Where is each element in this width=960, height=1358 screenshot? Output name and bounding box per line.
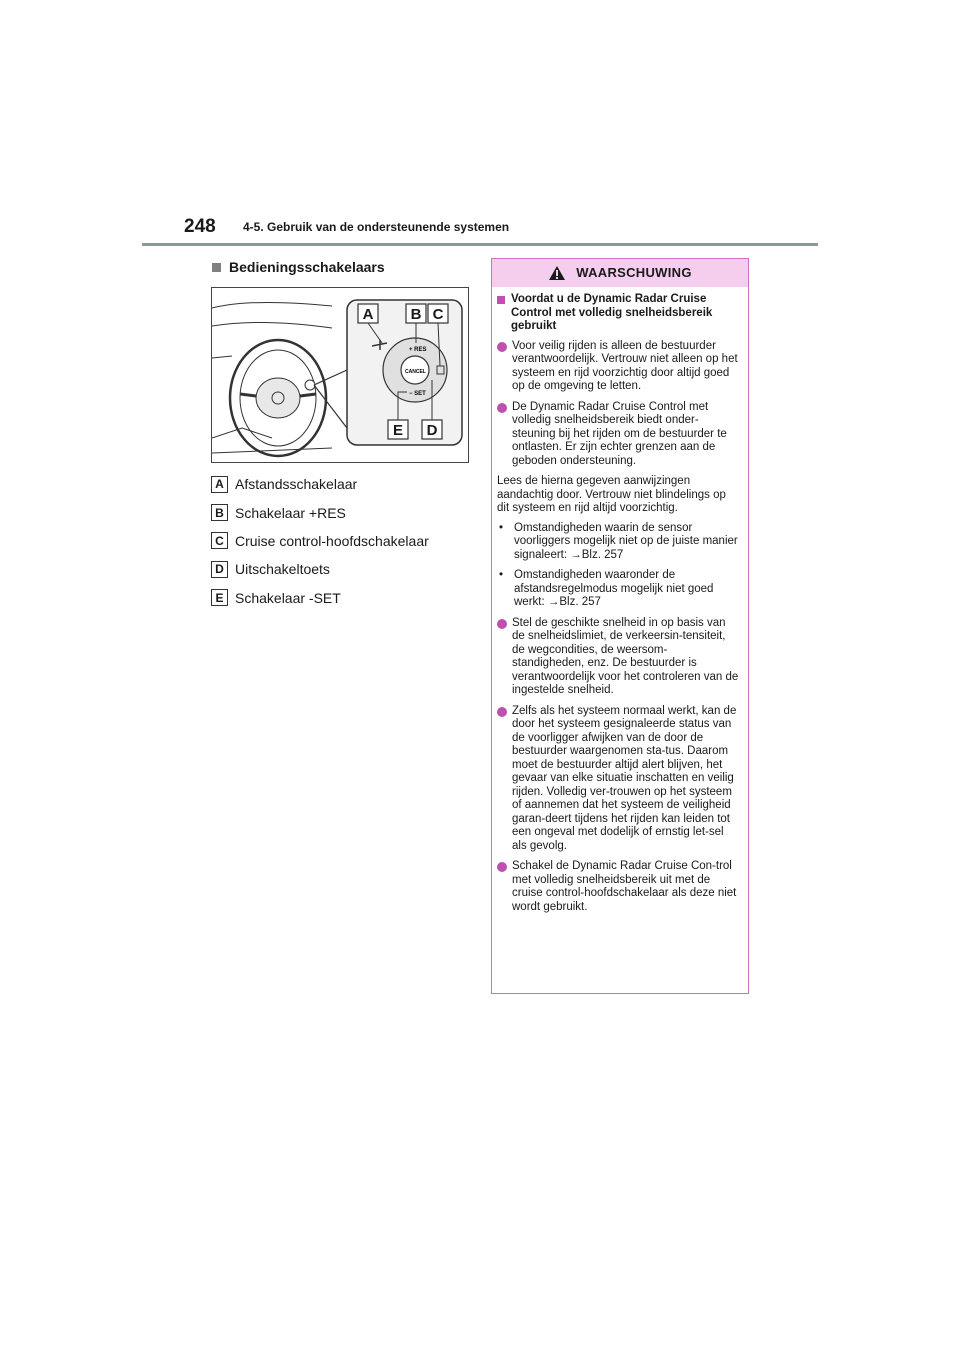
page-number: 248 [184,216,216,237]
warning-subtitle [497,293,739,334]
res-label: + RES [409,347,427,353]
warning-bullet [497,522,739,563]
warning-item [497,617,739,698]
dashboard-drawing [212,302,347,456]
legend-item [211,498,471,526]
warning-bullet [497,569,739,610]
label-d: D [426,422,438,439]
label-a: A [362,306,374,323]
warning-item-text: Stel de geschikte snelheid in op basis van de snelheidslimiet, de verkeersin-tensiteit, de wegcondities, de weersom-standigheden, enz. De bestuurder is verantwoordelijk voor het controleren van de ingestelde snelheid. [512,616,739,696]
warning-bullet-text: Omstandigheden waarin de sensor voorliggers mogelijk niet op de juiste manier signaleert: →Blz. 257 [514,521,738,561]
legend-text: Schakelaar +RES [235,504,346,521]
bullet-dot-icon [497,619,507,629]
chapter-title: 4-5. Gebruik van de ondersteunende systemen [243,220,510,234]
warning-item-text: Voor veilig rijden is alleen de bestuurder verantwoordelijk. Vertrouw niet alleen op het systeem en rijd voorzichtig door altijd goed op de omgeving te letten. [512,339,738,392]
label-e: E [392,422,404,439]
legend-item [211,584,471,612]
header-rule [142,243,818,246]
legend-text: Afstandsschakelaar [235,476,358,493]
warning-item-text: Schakel de Dynamic Radar Cruise Con-trol met volledig snelheidsbereik uit met de cruise control-hoofdschakelaar als deze niet wordt gebruikt. [512,860,737,913]
warning-item [497,401,739,469]
subtitle-square-icon [497,296,505,304]
section-heading [212,259,385,275]
switch-detail-panel [347,300,462,445]
legend-letter: C [211,532,228,549]
warning-triangle-icon [548,265,566,281]
label-b: B [410,306,422,323]
section-square-icon [212,263,221,272]
bullet-dot-icon [497,707,507,717]
label-c: C [432,306,444,323]
legend-letter: A [211,476,228,493]
legend-letter: E [211,589,228,606]
legend-item [211,470,471,498]
warning-item-text: Zelfs als het systeem normaal werkt, kan de door het systeem gesignaleerde status van de voorligger afwijken van de door de bestuurder waargenomen sta-tus. Daarom moet de bestuurder altijd alert blijven, het gevaar van elke situatie inschatten en veilig rijden. Volledig ver-trouwen op het systeem of aannemen dat het systeem de veiligheid garan-deert tijdens het rijden kan leiden tot een ongeval met dodelijk of ernstig let-sel als gevolg. [512,704,737,852]
legend-text: Cruise control-hoofdschakelaar [235,532,429,549]
warning-item-text: De Dynamic Radar Cruise Control met volledig snelheidsbereik biedt onder-steuning bij het rijden om de bestuurder te ontlasten. Er zijn echter grenzen aan de geboden ondersteuning. [512,400,727,467]
warning-subtitle-text: Voordat u de Dynamic Radar Cruise Control met volledig snelheidsbereik gebruikt [511,293,713,332]
legend-letter: B [211,504,228,521]
section-title: Bedieningsschakelaars [229,259,385,275]
warning-item [497,705,739,854]
warning-paragraph: Lees de hierna gegeven aanwijzingen aandachtig door. Vertrouw niet blindelings op dit systeem en rijd altijd voorzichtig. [497,475,726,514]
bullet-mark: • [499,521,504,534]
warning-item [497,860,739,914]
legend-item [211,527,471,555]
legend-letter: D [211,561,228,578]
cancel-label: CANCEL [405,369,426,375]
legend-item [211,555,471,583]
warning-header [492,259,748,287]
warning-title: WAARSCHUWING [576,265,692,281]
bullet-dot-icon [497,403,507,413]
set-label: − SET [409,391,426,397]
legend-list [211,470,471,612]
warning-item [497,340,739,394]
legend-text: Uitschakeltoets [235,561,330,578]
bullet-dot-icon [497,342,507,352]
warning-box [491,258,749,994]
warning-bullet-text: Omstandigheden waaronder de afstandsregelmodus mogelijk niet goed werkt: →Blz. 257 [514,569,714,608]
steering-switch-illustration [211,287,469,463]
bullet-mark: • [499,569,504,581]
legend-text: Schakelaar -SET [235,589,341,606]
bullet-dot-icon [497,862,507,872]
